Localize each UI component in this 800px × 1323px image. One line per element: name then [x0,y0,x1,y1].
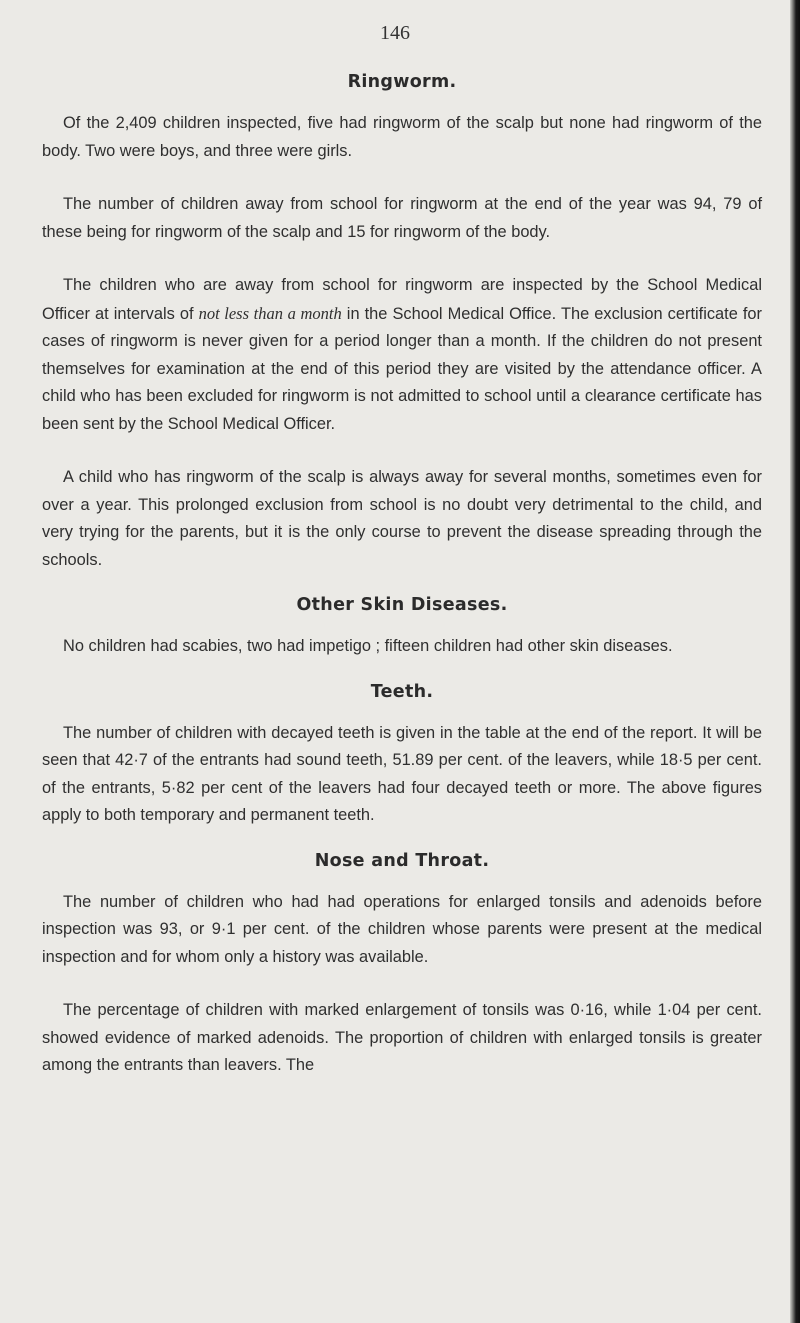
page-content [42,72,762,1106]
paragraph: No children had scabies, two had impetigo ; fifteen children had other skin diseases. [63,637,673,655]
paragraph: A child who has ringworm of the scalp is always away for several months, sometimes even for over a year. This prolonged exclusion from school is no doubt very detrimental to the child, and very trying for the parents, but it is the only course to prevent the disease spreading through the schools. [42,468,762,569]
text-run: in the School Medical Office. The exclusion certificate for cases of ringworm is never given for a period longer than a month. If the children do not present themselves for examination at the end of this period they are visited by the attendance officer. A child who has been excluded for ringworm is not admitted to school until a clearance certificate has been sent by the School Medical Officer. [42,304,762,433]
paragraph: The number of children with decayed teeth is given in the table at the end of the report. It will be seen that 42·7 of the entrants had sound teeth, 51.89 per cent. of the leavers, while 18·5 per cent. of the entrants, 5·82 per cent of the leavers had four decayed teeth or more. The above figures apply to both temporary and permanent teeth. [42,723,762,824]
section-ringworm [42,72,762,574]
section-heading-teeth: Teeth. [370,681,434,702]
section-heading-other-skin-diseases: Other Skin Diseases. [296,595,508,615]
page-number: 146 [380,22,410,44]
section-teeth [42,682,762,830]
section-heading-ringworm: Ringworm. [347,72,457,92]
section-nose-and-throat [42,851,762,1080]
paragraph: Of the 2,409 children inspected, five had ringworm of the scalp but none had ringworm of the body. Two were boys, and three were girls. [42,114,762,160]
page-edge-shadow [790,0,800,1323]
section-other-skin-diseases [42,595,762,661]
paragraph: The number of children away from school for ringworm at the end of the year was 94, 79 of these being for ringworm of the scalp and 15 for ringworm of the body. [42,195,762,241]
emphasized-text: not less than a month [198,303,342,323]
paragraph [42,272,762,438]
paragraph: The percentage of children with marked enlargement of tonsils was 0·16, while 1·04 per cent. showed evidence of marked adenoids. The proportion of children with enlarged tonsils is greater among the entrants than leavers. The [42,1001,762,1074]
section-heading-nose-and-throat: Nose and Throat. [314,850,490,871]
paragraph: The number of children who had had operations for enlarged tonsils and adenoids before inspection was 93, or 9·1 per cent. of the children whose parents were present at the medical inspection and for whom only a history was available. [42,892,762,966]
text-run: The children who are away from school for ringworm are inspected by the School Medical Officer at intervals of [42,276,762,323]
